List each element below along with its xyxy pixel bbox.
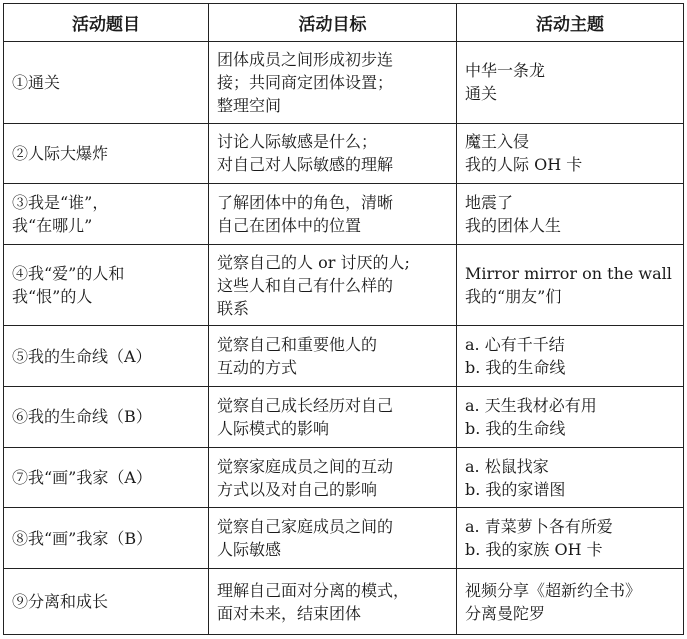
cell-text-line: ④我“爱”的人和 (12, 264, 125, 284)
activity-title-cell (4, 326, 209, 387)
activity-goal-cell (209, 42, 457, 124)
header-activity-theme: 活动主题 (457, 4, 684, 42)
activity-goal-cell (209, 184, 457, 245)
cell-text-line: ⑤我的生命线（A） (12, 346, 152, 366)
activity-theme-cell (457, 387, 684, 448)
cell-text-line: 我“恨”的人 (12, 287, 93, 307)
cell-text-line: b. 我的家谱图 (465, 479, 566, 499)
cell-text-line: ⑦我“画”我家（A） (12, 468, 152, 488)
activity-goal-cell (209, 326, 457, 387)
cell-text-line: b. 我的生命线 (465, 358, 566, 378)
cell-text-line: 面对未来，结束团体 (217, 603, 362, 623)
cell-text-line: 中华一条龙 (465, 61, 546, 81)
activity-theme-cell (457, 244, 684, 326)
activity-goal-cell (209, 123, 457, 184)
cell-text-line: a. 心有千千结 (465, 335, 565, 355)
cell-text-line: 我的“朋友”们 (465, 287, 562, 307)
activity-goal-cell (209, 387, 457, 448)
table-row (4, 42, 684, 124)
activity-title-cell (4, 123, 209, 184)
cell-text-line: 通关 (465, 84, 498, 104)
activity-table (3, 3, 684, 635)
table-header-row (4, 4, 684, 42)
cell-text-line: a. 松鼠找家 (465, 456, 549, 476)
table-row (4, 123, 684, 184)
cell-text-line: 讨论人际敏感是什么； (217, 132, 378, 152)
activity-title-cell (4, 387, 209, 448)
cell-text-line: 对自己对人际敏感的理解 (217, 155, 394, 175)
cell-text-line: 我“在哪儿” (12, 216, 93, 236)
cell-text-line: 分离曼陀罗 (465, 603, 546, 623)
cell-text-line: 视频分享《超新约全书》 (465, 580, 642, 600)
activity-goal-cell (209, 569, 457, 635)
cell-text-line: 觉察自己家庭成员之间的 (217, 517, 394, 537)
cell-text-line: 觉察家庭成员之间的互动 (217, 456, 394, 476)
table-row (4, 387, 684, 448)
activity-title-cell (4, 447, 209, 508)
activity-title-cell (4, 184, 209, 245)
cell-text-line: 我的团体人生 (465, 216, 562, 236)
cell-text-line: b. 我的家族 OH 卡 (465, 540, 603, 560)
cell-text-line: 我的人际 OH 卡 (465, 155, 583, 175)
cell-text-line: ⑨分离和成长 (12, 592, 109, 612)
cell-text-line: 方式以及对自己的影响 (217, 479, 378, 499)
cell-text-line: 这些人和自己有什么样的 (217, 275, 394, 295)
cell-text-line: ①通关 (12, 72, 61, 92)
activity-title-cell (4, 508, 209, 569)
activity-theme-cell (457, 184, 684, 245)
activity-title-cell (4, 42, 209, 124)
activity-theme-cell (457, 508, 684, 569)
activity-goal-cell (209, 244, 457, 326)
table-row (4, 569, 684, 635)
cell-text-line: a. 青菜萝卜各有所爱 (465, 517, 613, 537)
table-row (4, 326, 684, 387)
cell-text-line: 人际敏感 (217, 540, 282, 560)
cell-text-line: 自己在团体中的位置 (217, 216, 362, 236)
cell-text-line: 了解团体中的角色，清晰 (217, 193, 394, 213)
cell-text-line: ⑥我的生命线（B） (12, 407, 152, 427)
table-body (4, 42, 684, 635)
cell-text-line: 魔王入侵 (465, 132, 530, 152)
table-row (4, 508, 684, 569)
activity-goal-cell (209, 508, 457, 569)
cell-text-line: 团体成员之间形成初步连 (217, 49, 394, 69)
cell-text-line: ③我是“谁”， (12, 193, 109, 213)
activity-title-cell (4, 244, 209, 326)
cell-text-line: ⑧我“画”我家（B） (12, 528, 153, 548)
cell-text-line: ②人际大爆炸 (12, 143, 109, 163)
table-row (4, 244, 684, 326)
activity-theme-cell (457, 569, 684, 635)
cell-text-line: Mirror mirror on the wall (465, 264, 672, 284)
cell-text-line: 地震了 (465, 193, 514, 213)
cell-text-line: 接；共同商定团体设置； (217, 72, 394, 92)
cell-text-line: 人际模式的影响 (217, 418, 330, 438)
activity-theme-cell (457, 447, 684, 508)
activity-title-cell (4, 569, 209, 635)
cell-text-line: 理解自己面对分离的模式， (217, 580, 410, 600)
table-row (4, 447, 684, 508)
cell-text-line: 互动的方式 (217, 358, 298, 378)
activity-goal-cell (209, 447, 457, 508)
activity-theme-cell (457, 42, 684, 124)
header-activity-title: 活动题目 (4, 4, 209, 42)
cell-text-line: 觉察自己的人 or 讨厌的人; (217, 252, 410, 272)
cell-text-line: 觉察自己成长经历对自己 (217, 395, 394, 415)
cell-text-line: a. 天生我材必有用 (465, 395, 597, 415)
cell-text-line: 整理空间 (217, 95, 282, 115)
cell-text-line: 觉察自己和重要他人的 (217, 335, 378, 355)
header-activity-goal: 活动目标 (209, 4, 457, 42)
cell-text-line: 联系 (217, 298, 250, 318)
cell-text-line: b. 我的生命线 (465, 418, 566, 438)
activity-theme-cell (457, 123, 684, 184)
activity-theme-cell (457, 326, 684, 387)
table-row (4, 184, 684, 245)
